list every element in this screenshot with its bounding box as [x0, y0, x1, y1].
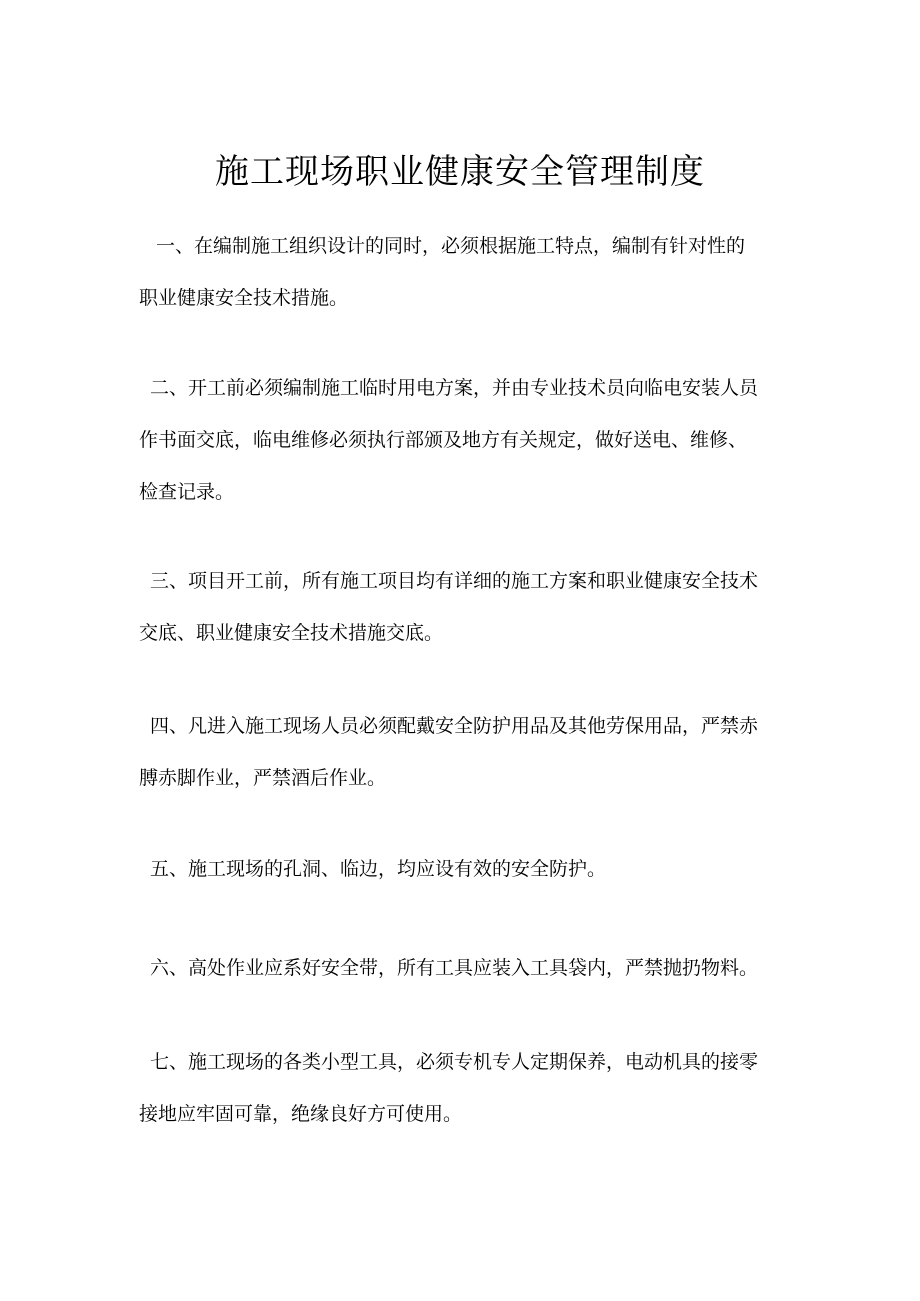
paragraph-line: 作书面交底，临电维修必须执行部颁及地方有关规定，做好送电、维修、 [139, 429, 748, 451]
paragraph-line: 膊赤脚作业，严禁酒后作业。 [139, 767, 387, 789]
paragraph-3 [139, 555, 789, 659]
paragraph-line: 交底、职业健康安全技术措施交底。 [139, 622, 444, 644]
paragraph-line: 五、施工现场的孔洞、临边，均应设有效的安全防护。 [150, 858, 607, 880]
paragraph-line: 六、高处作业应系好安全带，所有工具应装入工具袋内，严禁抛扔物料。 [150, 957, 759, 979]
paragraph-line: 检查记录。 [139, 481, 235, 503]
document-title: 施工现场职业健康安全管理制度 [215, 152, 705, 192]
paragraph-5 [139, 843, 789, 895]
paragraph-line: 三、项目开工前，所有施工项目均有详细的施工方案和职业健康安全技术 [150, 570, 759, 592]
paragraph-line: 七、施工现场的各类小型工具，必须专机专人定期保养，电动机具的接零 [150, 1051, 759, 1073]
paragraph-line: 一、在编制施工组织设计的同时，必须根据施工特点，编制有针对性的 [156, 235, 746, 257]
paragraph-line: 四、凡进入施工现场人员必须配戴安全防护用品及其他劳保用品，严禁赤 [150, 715, 759, 737]
paragraph-2 [139, 362, 789, 518]
paragraph-6 [139, 942, 789, 994]
paragraph-line: 接地应牢固可靠，绝缘良好方可使用。 [139, 1103, 463, 1125]
paragraph-line: 二、开工前必须编制施工临时用电方案，并由专业技术员向临电安装人员 [150, 377, 759, 399]
paragraph-1 [139, 220, 789, 324]
paragraph-7 [139, 1036, 789, 1140]
paragraph-4 [139, 700, 789, 804]
paragraph-line: 职业健康安全技术措施。 [139, 287, 349, 309]
